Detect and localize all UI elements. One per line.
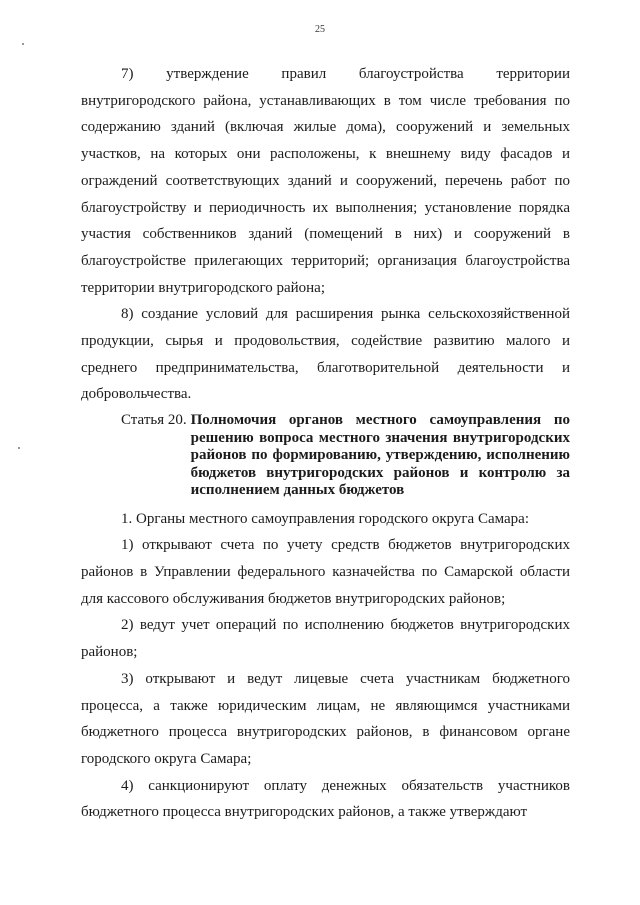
paragraph-item-7: 7) утверждение правил благоустройства территории внутригородского района, устанавливающих в том числе требования по содержанию зданий (включая жилые дома), сооружений и земельных участков, на которых они расположены, к внешнему виду фасадов и ограждений соответствующих зданий и сооружений, перечень работ по благоустройству и периодичность их выполнения; установление порядка участия собственников зданий (помещений в них) и сооружений в благоустройстве прилегающих территорий; организация благоустройства территории внутригородского района; (81, 66, 570, 296)
paragraph-item-4: 4) санкционируют оплату денежных обязательств участников бюджетного процесса внутригородских районов, а также утверждают (81, 777, 570, 821)
document-body (81, 61, 570, 826)
scan-speck (18, 447, 20, 449)
paragraph-item-8: 8) создание условий для расширения рынка сельскохозяйственной продукции, сырья и продовольствия, содействие развитию малого и среднего предпринимательства, благотворительной деятельности и добровольчества. (81, 306, 570, 403)
paragraph-part-1: 1. Органы местного самоуправления городского округа Самара: (121, 510, 530, 527)
scan-speck (22, 43, 24, 45)
page-number: 25 (315, 24, 325, 35)
article-heading (81, 412, 570, 500)
article-label: Статья 20. (121, 412, 187, 429)
article-title: Полномочия органов местного самоуправления по решению вопроса местного значения внутригородских районов по формированию, утверждению, исполнению бюджетов внутригородских районов и контролю за исполнением данных бюджетов (190, 412, 570, 499)
paragraph-item-2: 2) ведут учет операций по исполнению бюджетов внутригородских районов; (81, 617, 570, 661)
paragraph-item-1: 1) открывают счета по учету средств бюджетов внутригородских районов в Управлении федерального казначейства по Самарской области для кассового обслуживания бюджетов внутригородских районов; (81, 537, 570, 607)
paragraph-item-3: 3) открывают и ведут лицевые счета участникам бюджетного процесса, а также юридическим лицам, не являющимся участниками бюджетного процесса внутригородских районов, в финансовом органе городского округа Самара; (81, 670, 570, 767)
